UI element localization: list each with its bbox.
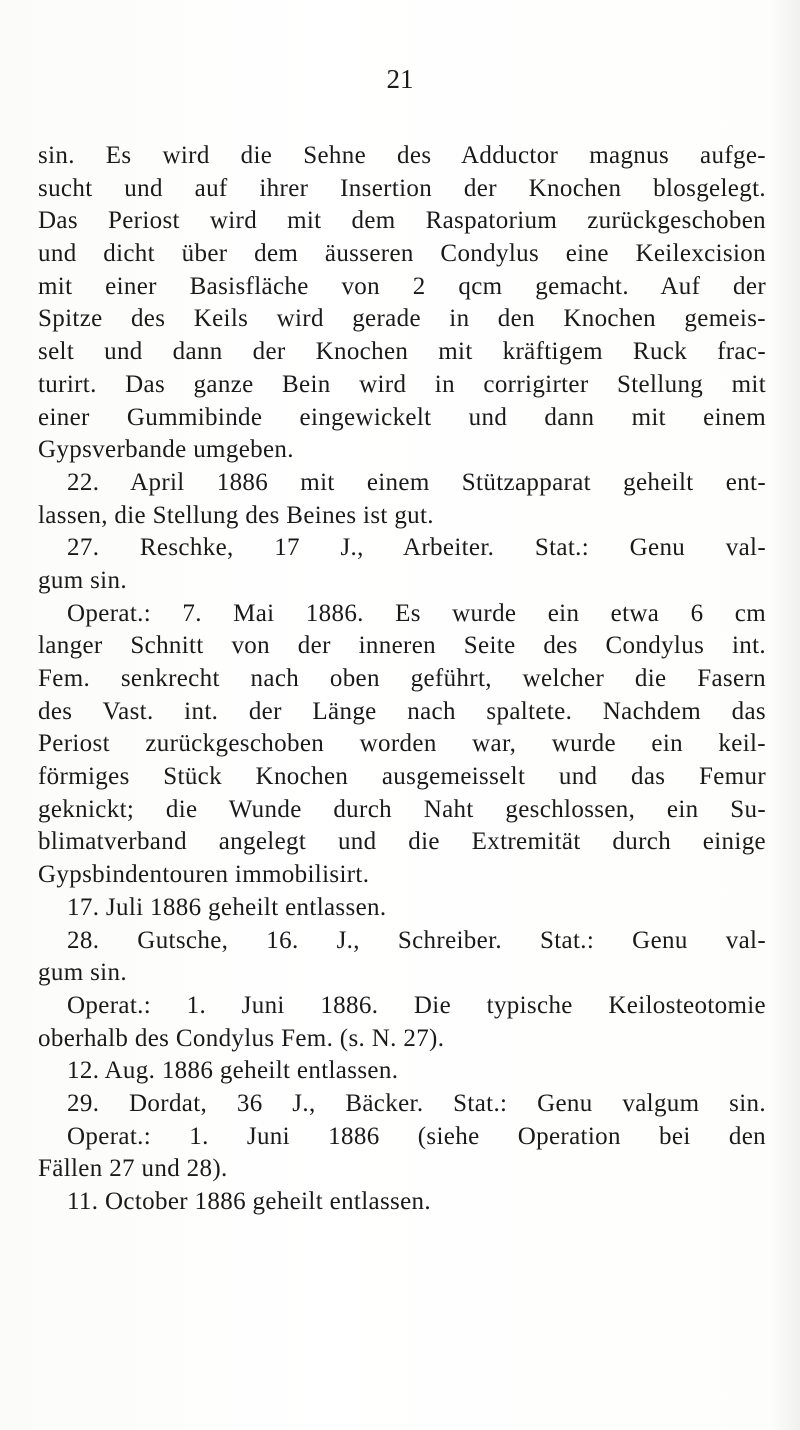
text-line: 22. April 1886 mit einem Stützapparat geheilt ent- [67, 468, 766, 496]
page-edge-shadow [770, 0, 800, 1430]
text-line: gum sin. [38, 959, 127, 987]
text-line: Das Periost wird mit dem Raspatorium zurückgeschoben [38, 207, 766, 235]
text-line: Fem. senkrecht nach oben geführt, welcher die Fasern [38, 665, 766, 692]
text-line: und dicht über dem äusseren Condylus eine Keilexcision [38, 240, 766, 268]
text-line: mit einer Basisfläche von 2 qcm gemacht. Auf der [38, 272, 766, 300]
text-line: 11. October 1886 geheilt entlassen. [67, 1188, 432, 1215]
text-line: förmiges Stück Knochen ausgemeisselt und das Femur [38, 763, 766, 791]
text-line: blimatverband angelegt und die Extremität durch einige [38, 828, 766, 856]
text-line: 27. Reschke, 17 J., Arbeiter. Stat.: Genu val- [67, 534, 766, 562]
text-line: Operat.: 1. Juni 1886 (siehe Operation bei den [67, 1122, 766, 1150]
text-line: Gypsbindentouren immobilisirt. [38, 861, 370, 889]
text-line: 17. Juli 1886 geheilt entlassen. [67, 893, 387, 921]
text-line: 29. Dordat, 36 J., Bäcker. Stat.: Genu valgum sin. [67, 1089, 766, 1117]
page-body-text [38, 140, 766, 1219]
text-line: Spitze des Keils wird gerade in den Knochen gemeis- [38, 305, 766, 333]
text-line: Periost zurückgeschoben worden war, wurde ein keil- [38, 730, 766, 758]
text-line: langer Schnitt von der inneren Seite des Condylus int. [38, 632, 766, 660]
text-line: 12. Aug. 1886 geheilt entlassen. [67, 1057, 399, 1085]
text-line: Gypsverbande umgeben. [38, 436, 294, 464]
text-line: lassen, die Stellung des Beines ist gut. [38, 501, 434, 529]
text-line: turirt. Das ganze Bein wird in corrigirter Stellung mit [38, 370, 766, 398]
text-line: geknickt; die Wunde durch Naht geschlossen, ein Su- [38, 795, 766, 823]
text-line: sin. Es wird die Sehne des Adductor magnus aufge- [38, 142, 766, 169]
text-line: 28. Gutsche, 16. J., Schreiber. Stat.: Genu val- [67, 926, 766, 954]
text-line: oberhalb des Condylus Fem. (s. N. 27). [38, 1024, 445, 1052]
text-line: Operat.: 1. Juni 1886. Die typische Keilosteotomie [67, 991, 766, 1019]
text-line: selt und dann der Knochen mit kräftigem Ruck frac- [38, 338, 766, 366]
text-line: einer Gummibinde eingewickelt und dann mit einem [38, 403, 766, 431]
text-line: Operat.: 7. Mai 1886. Es wurde ein etwa 6 cm [67, 599, 766, 627]
text-line: gum sin. [38, 566, 127, 594]
text-line: des Vast. int. der Länge nach spaltete. Nachdem das [38, 697, 766, 725]
page-number: 21 [386, 64, 414, 94]
text-line: Fällen 27 und 28). [38, 1155, 228, 1183]
text-line: sucht und auf ihrer Insertion der Knochen blosgelegt. [38, 174, 766, 202]
